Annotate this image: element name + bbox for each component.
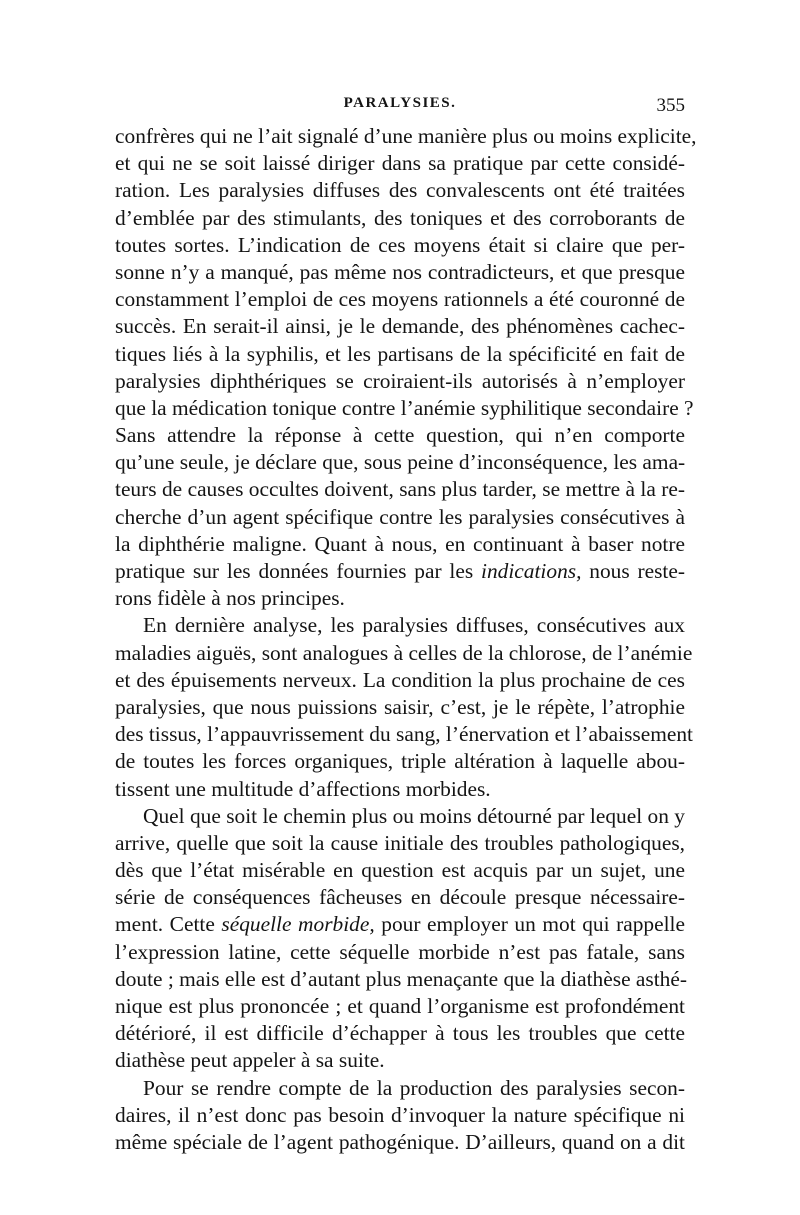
text-line: paralysies, que nous puissions saisir, c’est, je le répète, l’atrophie	[115, 694, 685, 719]
body-text	[115, 123, 697, 1156]
text-line: daires, il n’est donc pas besoin d’invoquer la nature spécifique ni	[115, 1102, 685, 1127]
text-line: constamment l’emploi de ces moyens rationnels a été couronné de	[115, 287, 685, 312]
text-line: la diphthérie maligne. Quant à nous, en continuant à baser notre	[115, 531, 685, 556]
italic-term: indications,	[481, 559, 582, 583]
text-line: ration. Les paralysies diffuses des convalescents ont été traitées	[115, 178, 685, 203]
text-line: Quel que soit le chemin plus ou moins détourné par lequel on y	[143, 803, 685, 828]
text-line: Sans attendre la réponse à cette question, qui n’en comporte	[115, 423, 685, 448]
text-line: doute ; mais elle est d’autant plus menaçante que la diathèse asthé-	[115, 966, 687, 991]
text-line: succès. En serait-il ainsi, je le demande, des phénomènes cachec-	[115, 314, 685, 339]
text-line: et qui ne se soit laissé diriger dans sa pratique par cette considé-	[115, 151, 685, 176]
paragraph	[115, 803, 685, 1075]
text-line: et des épuisements nerveux. La condition la plus prochaine de ces	[115, 667, 685, 692]
text-line: tissent une multitude d’affections morbides.	[115, 776, 491, 801]
text-line: tiques liés à la syphilis, et les partisans de la spécificité en fait de	[115, 341, 685, 366]
text-line: que la médication tonique contre l’anémie syphilitique secondaire ?	[115, 395, 694, 420]
text-line: En dernière analyse, les paralysies diffuses, consécutives aux	[143, 613, 685, 638]
text-line: pratique sur les données fournies par les indications, nous reste-	[115, 559, 685, 583]
text-line: même spéciale de l’agent pathogénique. D’ailleurs, quand on a dit	[115, 1129, 685, 1154]
text-line: dès que l’état misérable en question est acquis par un sujet, une	[115, 858, 685, 883]
text-line: détérioré, il est difficile d’échapper à tous les troubles que cette	[115, 1021, 685, 1046]
text-line: diathèse peut appeler à sa suite.	[115, 1048, 385, 1073]
text-line: nique est plus prononcée ; et quand l’organisme est profondément	[115, 994, 685, 1018]
text-line: de toutes les forces organiques, triple altération à laquelle abou-	[115, 749, 685, 774]
text-line: rons fidèle à nos principes.	[115, 586, 345, 611]
running-title: PARALYSIES.	[343, 95, 457, 111]
text-line: arrive, quelle que soit la cause initiale des troubles pathologiques,	[115, 830, 685, 855]
text-line: cherche d’un agent spécifique contre les paralysies consécutives à	[115, 504, 685, 529]
paragraph	[115, 123, 697, 612]
text-line: teurs de causes occultes doivent, sans plus tarder, se mettre à la re-	[115, 477, 685, 502]
text-line: d’emblée par des stimulants, des toniques et des corroborants de	[115, 205, 685, 230]
paragraph	[115, 1075, 685, 1157]
text-line: maladies aiguës, sont analogues à celles de la chlorose, de l’anémie	[115, 640, 693, 665]
text-line: paralysies diphthériques se croiraient-ils autorisés à n’employer	[115, 368, 685, 393]
text-line: confrères qui ne l’ait signalé d’une manière plus ou moins explicite,	[115, 124, 697, 148]
text-line: l’expression latine, cette séquelle morbide n’est pas fatale, sans	[115, 939, 685, 964]
text-line: des tissus, l’appauvrissement du sang, l’énervation et l’abaissement	[115, 722, 693, 747]
text-line: toutes sortes. L’indication de ces moyens était si claire que per-	[115, 232, 685, 257]
text-line: sonne n’y a manqué, pas même nos contradicteurs, et que presque	[115, 259, 685, 284]
paragraph	[115, 612, 693, 802]
text-line: série de conséquences fâcheuses en découle presque nécessaire-	[115, 885, 685, 910]
text-line: ment. Cette séquelle morbide, pour employer un mot qui rappelle	[115, 912, 685, 937]
running-head	[115, 95, 685, 117]
text-line: qu’une seule, je déclare que, sous peine d’inconséquence, les ama-	[115, 450, 686, 475]
text-line: Pour se rendre compte de la production des paralysies secon-	[143, 1075, 685, 1100]
page-number: 355	[656, 95, 685, 116]
italic-term: séquelle morbide,	[221, 912, 375, 937]
